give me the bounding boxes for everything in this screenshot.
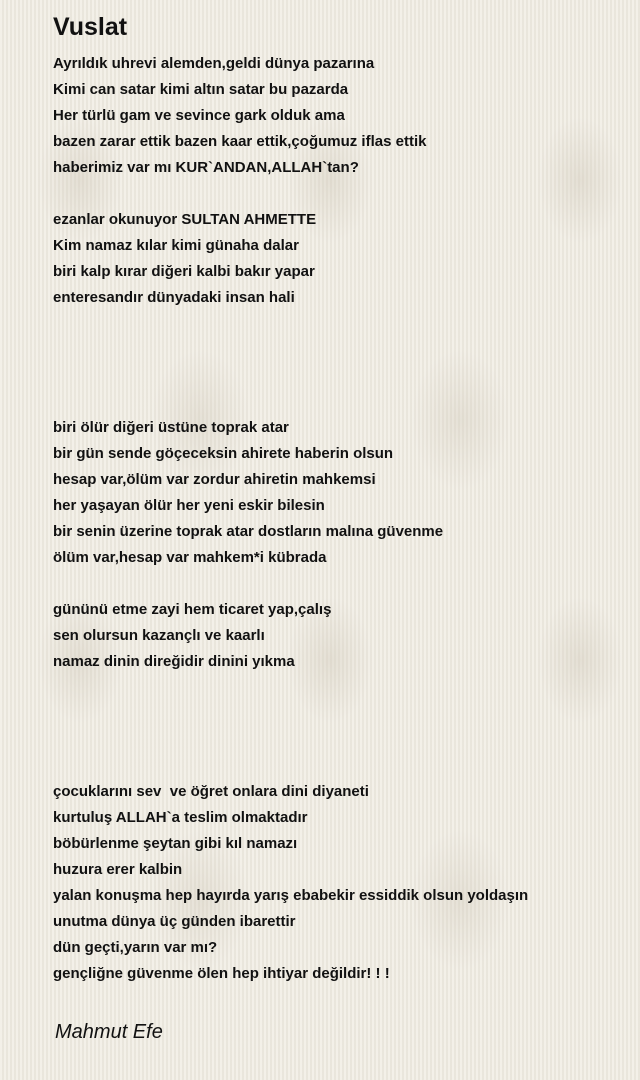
poem-title: Vuslat (53, 13, 128, 41)
poem-line: enteresandır dünyadaki insan hali (53, 289, 295, 306)
poem-blank-line (53, 363, 623, 389)
poem-blank-line (53, 181, 623, 207)
poem-line: biri ölür diğeri üstüne toprak atar (53, 419, 289, 436)
poem-line: her yaşayan ölür her yeni eskir bilesin (53, 497, 325, 514)
poem-line: huzura erer kalbin (53, 861, 183, 878)
poem-line: bazen zarar ettik bazen kaar ettik,çoğumuz iflas ettik (53, 133, 427, 150)
poem-blank-line (53, 727, 623, 753)
poem-blank-line (53, 571, 623, 597)
poem-blank-line (53, 311, 623, 337)
poem-line: çocuklarını sev ve öğret onlara dini diyaneti (53, 783, 369, 800)
poem-line: gününü etme zayi hem ticaret yap,çalış (53, 601, 332, 618)
poem-line: bir gün sende göçeceksin ahirete haberin olsun (53, 445, 394, 462)
poem-blank-line (53, 337, 623, 363)
poem-line: ezanlar okunuyor SULTAN AHMETTE (53, 211, 317, 228)
poem-line: böbürlenme şeytan gibi kıl namazı (53, 835, 298, 852)
poem-line: hesap var,ölüm var zordur ahiretin mahkemsi (53, 471, 376, 488)
poem-line: biri kalp kırar diğeri kalbi bakır yapar (53, 263, 315, 280)
poem-line: sen olursun kazançlı ve kaarlı (53, 627, 265, 644)
poem-line: Ayrıldık uhrevi alemden,geldi dünya pazarına (53, 55, 375, 72)
poem-line: Kimi can satar kimi altın satar bu pazarda (53, 81, 349, 98)
poem-line: namaz dinin direğidir dinini yıkma (53, 653, 295, 670)
poem-line: haberimiz var mı KUR`ANDAN,ALLAH`tan? (53, 159, 359, 176)
poem-blank-line (53, 701, 623, 727)
poem-body (53, 51, 623, 987)
poem-line: Her türlü gam ve sevince gark olduk ama (53, 107, 345, 124)
poem-line: unutma dünya üç günden ibarettir (53, 913, 296, 930)
poem-blank-line (53, 675, 623, 701)
poem-blank-line (53, 753, 623, 779)
poem-author: Mahmut Efe (55, 1021, 163, 1043)
poem-line: dün geçti,yarın var mı? (53, 939, 218, 956)
poem-blank-line (53, 389, 623, 415)
poem-line: yalan konuşma hep hayırda yarış ebabekir essiddik olsun yoldaşın (53, 887, 529, 904)
poem-line: Kim namaz kılar kimi günaha dalar (53, 237, 299, 254)
poem-container (53, 12, 623, 987)
poem-line: gençliğne güvenme ölen hep ihtiyar değildir! ! ! (53, 965, 390, 982)
poem-line: ölüm var,hesap var mahkem*i kübrada (53, 549, 327, 566)
poem-line: bir senin üzerine toprak atar dostların malına güvenme (53, 523, 444, 540)
poem-line: kurtuluş ALLAH`a teslim olmaktadır (53, 809, 308, 826)
